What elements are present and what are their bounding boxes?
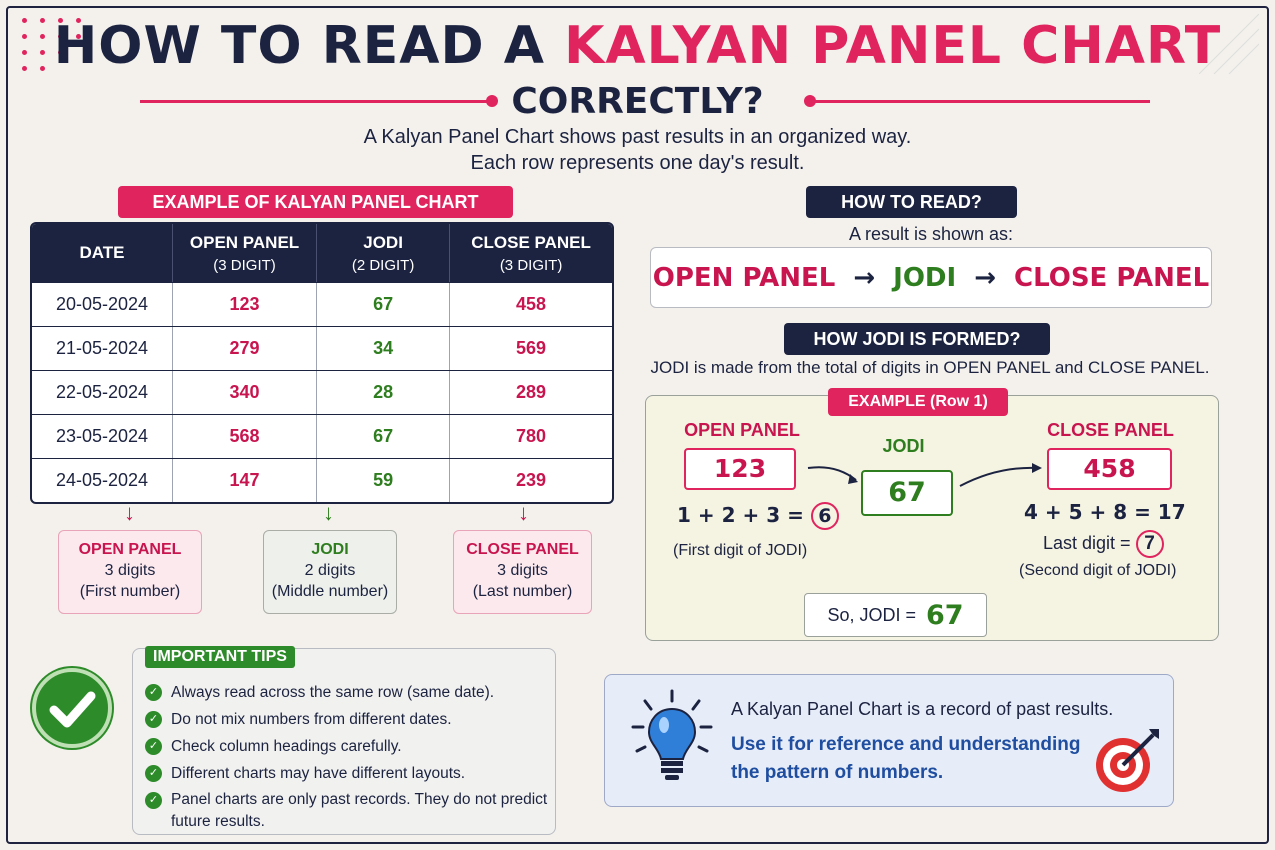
cell-open: 568 [173, 415, 317, 458]
close-last-text: Last digit = [1043, 533, 1131, 553]
example-open-label: OPEN PANEL [684, 420, 800, 440]
page-subtitle: CORRECTLY? [511, 81, 764, 122]
legend-title: CLOSE PANEL [466, 541, 579, 558]
header-close-title: CLOSE PANEL [471, 232, 591, 252]
table-row [32, 370, 612, 414]
cell-date: 20-05-2024 [32, 283, 173, 326]
cell-date: 24-05-2024 [32, 459, 173, 502]
check-circle-icon [32, 668, 112, 748]
target-icon [1093, 725, 1163, 795]
example-close-note: (Second digit of JODI) [1019, 562, 1177, 579]
legend-line1: 3 digits [497, 562, 548, 579]
cell-jodi: 28 [317, 371, 450, 414]
tips-list [145, 679, 549, 833]
header-open-panel [173, 224, 317, 282]
info-box [604, 674, 1174, 807]
important-tips-panel [132, 648, 556, 835]
example-jodi-label: JODI [882, 436, 925, 456]
flow-close-panel: CLOSE PANEL [1014, 262, 1210, 293]
header-date-title: DATE [79, 243, 125, 262]
tip-text: Check column headings carefully. [171, 738, 402, 755]
open-result-circle: 6 [811, 502, 839, 530]
lightbulb-icon [627, 687, 717, 787]
flow-jodi: JODI [893, 262, 957, 293]
intro-text [0, 124, 1275, 176]
header-open-sub: (3 DIGIT) [213, 256, 276, 274]
cell-open: 147 [173, 459, 317, 502]
list-item [145, 679, 549, 706]
legend-line1: 3 digits [104, 562, 156, 579]
cell-date: 23-05-2024 [32, 415, 173, 458]
result-flow [650, 247, 1212, 308]
cell-jodi: 67 [317, 415, 450, 458]
cell-jodi: 59 [317, 459, 450, 502]
cell-date: 21-05-2024 [32, 327, 173, 370]
close-result-circle: 7 [1136, 530, 1164, 558]
example-badge: EXAMPLE (Row 1) [828, 388, 1008, 416]
table-row [32, 458, 612, 502]
check-icon: ✓ [145, 792, 162, 809]
check-icon: ✓ [145, 738, 162, 755]
arrow-curve-icon [958, 462, 1046, 492]
so-jodi-value: 67 [925, 599, 964, 631]
legend-jodi [263, 530, 397, 614]
cell-jodi: 34 [317, 327, 450, 370]
header-jodi-sub: (2 DIGIT) [351, 256, 415, 274]
arrow-right-icon: → [853, 262, 876, 293]
cell-date: 22-05-2024 [32, 371, 173, 414]
header-close-panel [450, 224, 612, 282]
jodi-formed-badge: HOW JODI IS FORMED? [784, 323, 1050, 355]
cell-close: 289 [516, 382, 547, 402]
legend-line1: 2 digits [304, 562, 356, 579]
title-accent: KALYAN PANEL CHART [564, 16, 1222, 76]
header-open-title: OPEN PANEL [189, 232, 300, 252]
so-jodi-box [804, 593, 987, 637]
cell-jodi: 67 [317, 283, 450, 326]
list-item [145, 787, 549, 833]
legend-title: JODI [311, 541, 349, 558]
check-icon: ✓ [145, 711, 162, 728]
legend-line2: (Middle number) [271, 583, 389, 600]
arrow-curve-icon [806, 462, 866, 492]
list-item [145, 733, 549, 760]
cell-open: 340 [173, 371, 317, 414]
cell-close: 239 [516, 470, 547, 490]
cell-close: 780 [516, 426, 547, 446]
list-item [145, 760, 549, 787]
info-line-1: A Kalyan Panel Chart is a record of past results. [731, 699, 1114, 719]
how-to-read-badge: HOW TO READ? [806, 186, 1017, 218]
arrow-down-icon: ↓ [518, 500, 529, 525]
example-close-label: CLOSE PANEL [1047, 420, 1174, 440]
open-calc-text: 1 + 2 + 3 = [677, 503, 804, 527]
subtitle-row [0, 80, 1275, 124]
cell-open: 279 [173, 327, 317, 370]
page-title [0, 16, 1275, 76]
intro-line-1: A Kalyan Panel Chart shows past results in an organized way. [363, 126, 912, 148]
jodi-formed-text: JODI is made from the total of digits in OPEN PANEL and CLOSE PANEL. [650, 358, 1210, 377]
tip-text: Do not mix numbers from different dates. [171, 711, 452, 728]
so-jodi-text: So, JODI = [827, 604, 916, 625]
table-caption-badge: EXAMPLE OF KALYAN PANEL CHART [118, 186, 513, 218]
example-close-value: 458 [1047, 448, 1172, 490]
table-row [32, 326, 612, 370]
header-jodi [317, 224, 450, 282]
tip-text: Different charts may have different layouts. [171, 765, 466, 782]
example-open-value: 123 [684, 448, 796, 490]
legend-open-panel [58, 530, 202, 614]
tips-badge: IMPORTANT TIPS [145, 646, 295, 668]
flow-open-panel: OPEN PANEL [652, 262, 836, 293]
example-jodi-value: 67 [861, 470, 953, 516]
arrow-right-icon: → [974, 262, 996, 293]
legend-close-panel [453, 530, 592, 614]
intro-line-2: Each row represents one day's result. [470, 152, 805, 174]
info-line-2 [731, 731, 1080, 787]
example-open-calc [677, 502, 839, 530]
table-header-row [32, 224, 612, 282]
table-row [32, 414, 612, 458]
info-line-2a: Use it for reference and understanding [731, 734, 1081, 755]
example-close-last [1043, 530, 1164, 558]
info-line-2b: the pattern of numbers. [731, 762, 944, 783]
arrow-down-icon: ↓ [124, 500, 135, 525]
header-close-sub: (3 DIGIT) [499, 256, 563, 274]
cell-close: 569 [516, 338, 547, 358]
tip-text: Always read across the same row (same date). [171, 684, 495, 701]
panel-chart-table [30, 222, 614, 504]
table-row [32, 282, 612, 326]
check-icon: ✓ [145, 765, 162, 782]
how-to-read-caption: A result is shown as: [848, 224, 1014, 244]
tip-text: Panel charts are only past records. They do not predict future results. [171, 791, 548, 830]
example-open-note: (First digit of JODI) [673, 542, 808, 559]
arrow-down-icon: ↓ [323, 500, 334, 525]
cell-close: 458 [516, 294, 547, 314]
legend-line2: (First number) [79, 583, 181, 600]
header-date [32, 224, 173, 282]
header-jodi-title: JODI [363, 232, 403, 252]
list-item [145, 706, 549, 733]
example-close-calc: 4 + 5 + 8 = 17 [1024, 500, 1186, 524]
legend-title: OPEN PANEL [78, 541, 182, 558]
cell-open: 123 [173, 283, 317, 326]
check-icon: ✓ [145, 684, 162, 701]
legend-line2: (Last number) [472, 583, 573, 600]
title-text: HOW TO READ A [53, 16, 565, 76]
example-box [645, 395, 1219, 641]
